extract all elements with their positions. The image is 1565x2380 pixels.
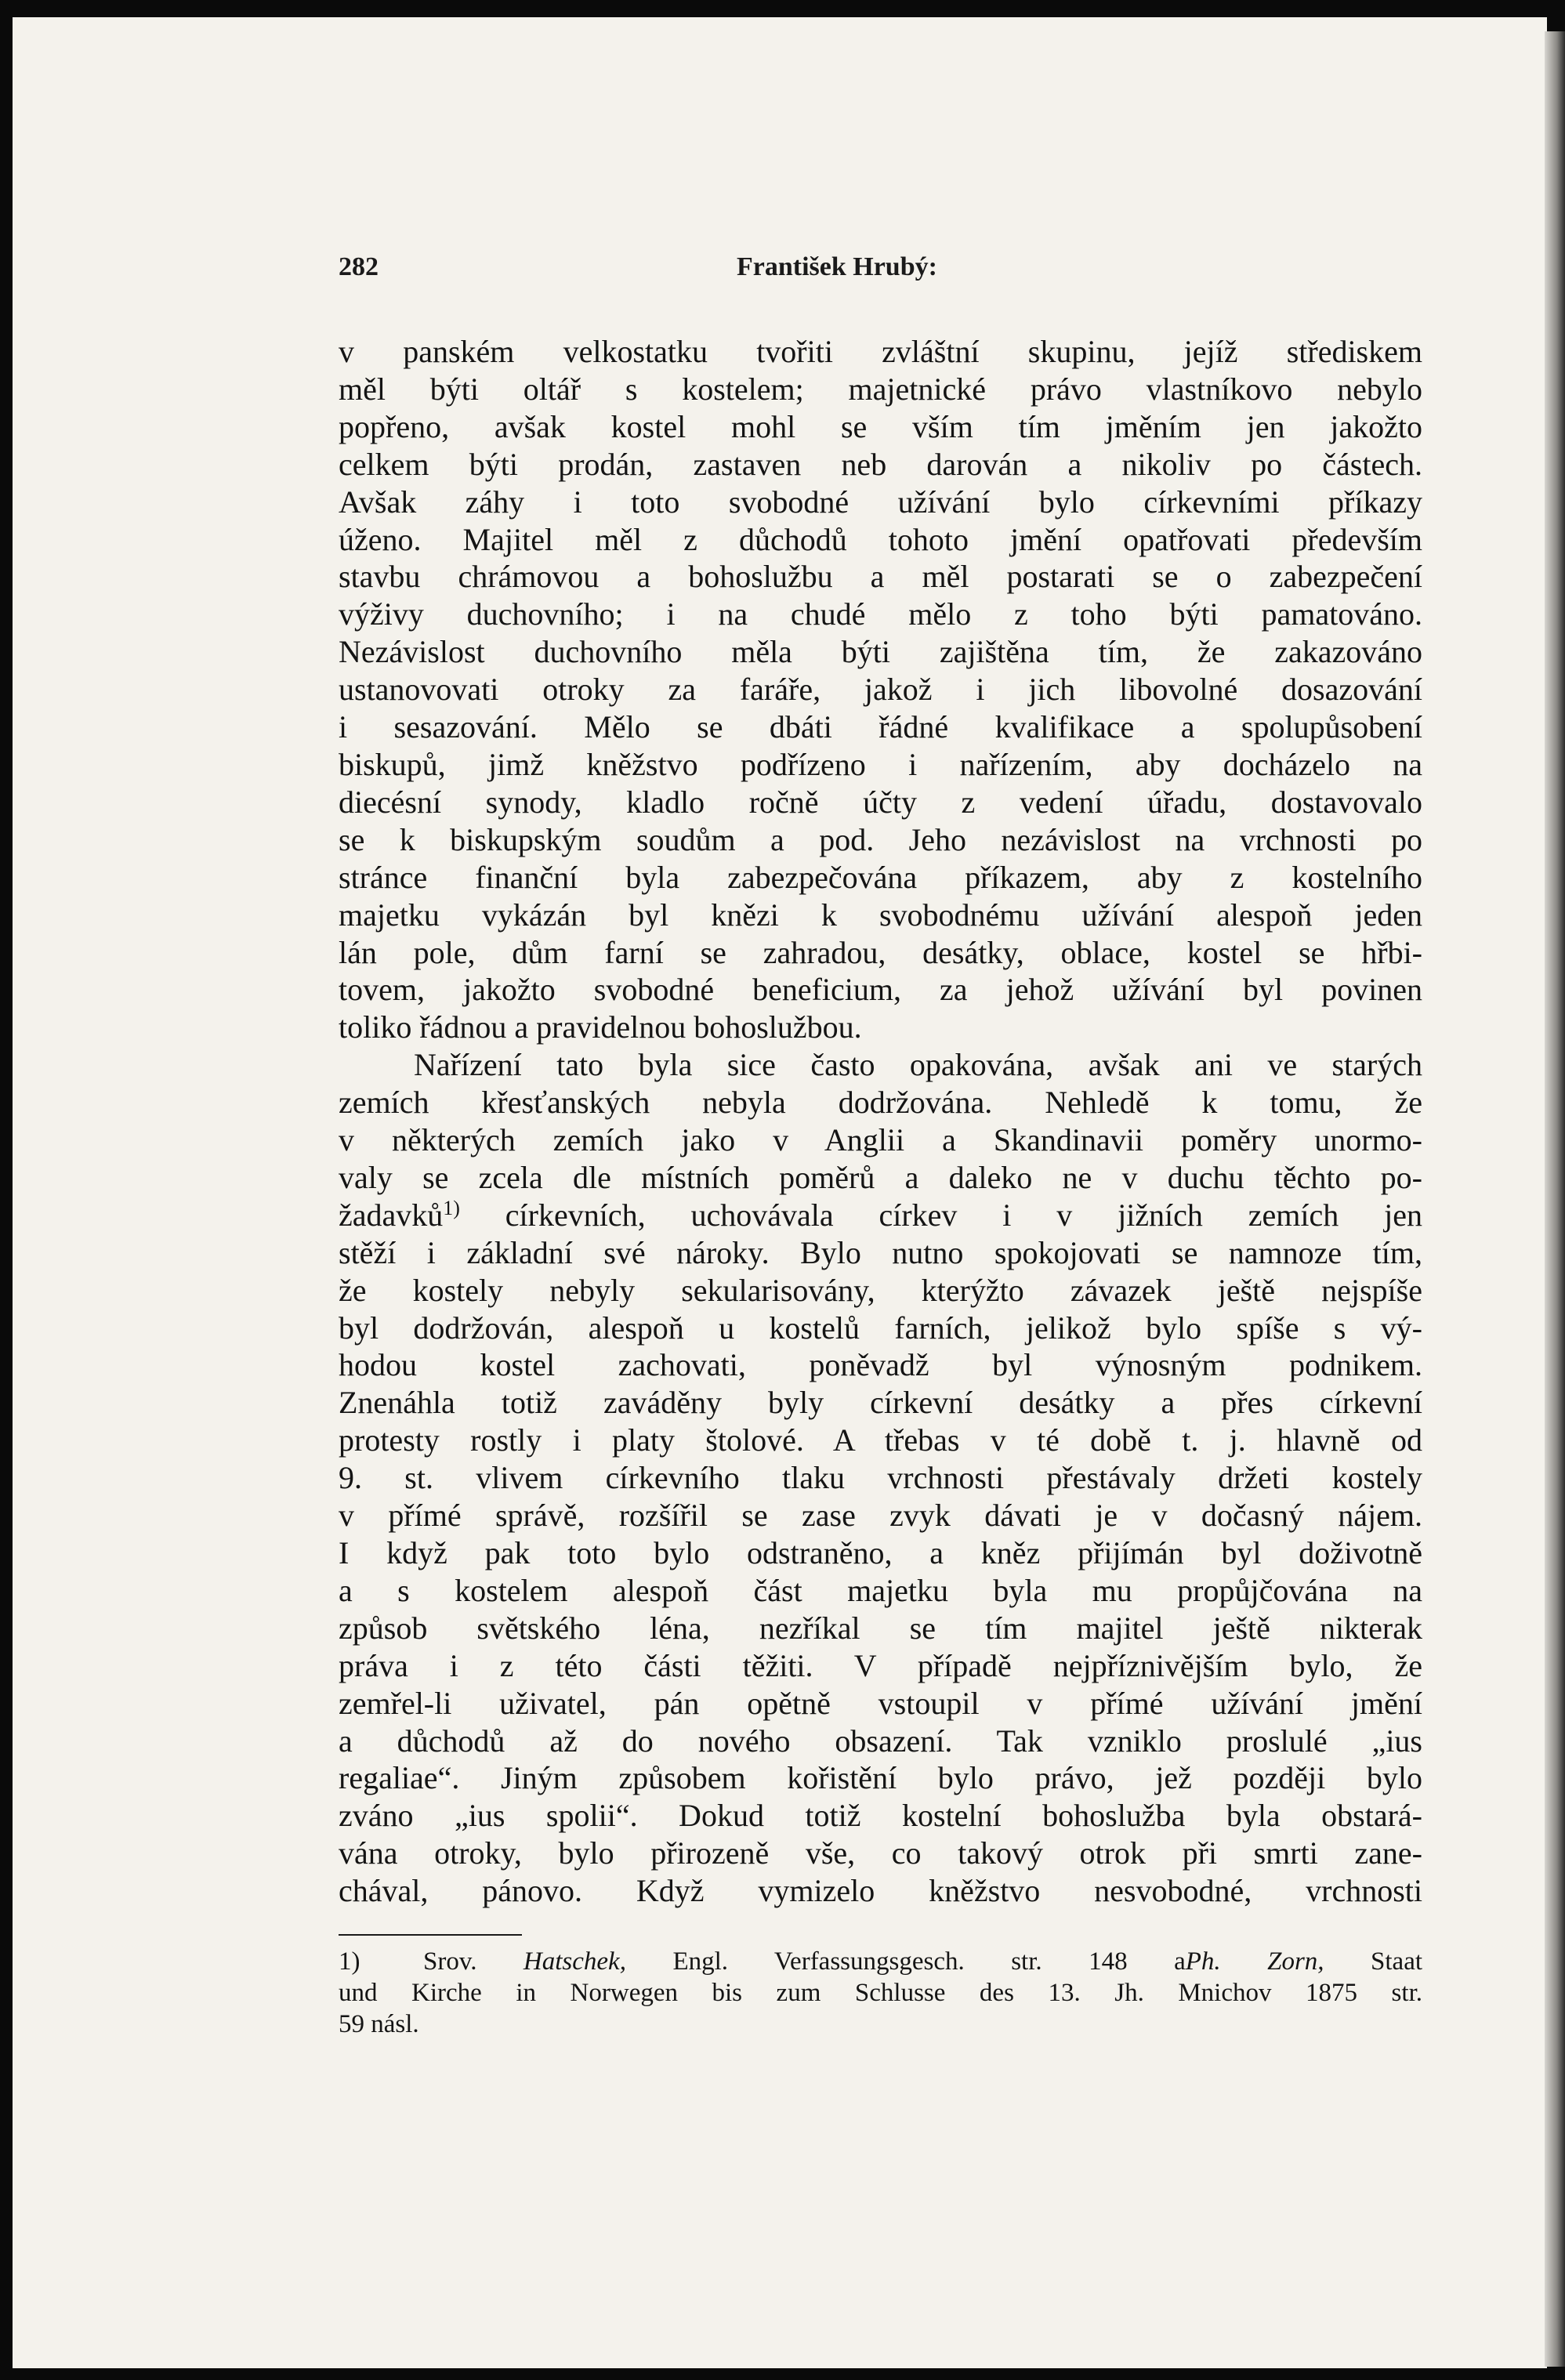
paragraph-2-line: chával, pánovo. Když vymizelo kněžstvo nesvobodné, vrchnosti [339,1873,1422,1909]
footnote-line [339,1946,1422,1977]
paragraph-2-line: způsob světského léna, nezříkal se tím majitel ještě nikterak [339,1610,1422,1646]
paragraph-2-line [339,1046,1422,1084]
paragraph-1-line: celkem býti prodán, zastaven neb darován a nikoliv po částech. [339,446,1422,482]
paragraph-1-line: diecésní synody, kladlo ročně účty z vedení úřadu, dostavovalo [339,784,1422,820]
line-rest: církevních, uchovávala církev i v jižních zemích jen [505,1197,1422,1233]
paragraph-2-line: stěží i základní své nároky. Bylo nutno spokojovati se namnoze tím, [339,1234,1422,1270]
paragraph-2-line: protesty rostly i platy štolové. A třebas v té době t. j. hlavně od [339,1422,1422,1458]
paragraph-1-line: i sesazování. Mělo se dbáti řádné kvalifikace a spolupůsobení [339,709,1422,745]
paragraph-2-line: zváno „ius spolii“. Dokud totiž kostelní bohoslužba byla obstará- [339,1798,1422,1834]
footnote [339,1946,1422,2040]
paragraph-2-first-line: Nařízení tato byla sice často opakována, avšak ani ve starých [414,1047,1422,1083]
paragraph-2-line: byl dodržován, alespoň u kostelů farních, jelikož bylo spíše s vý- [339,1310,1422,1346]
page-number: 282 [339,252,379,281]
footnote-reference[interactable]: 1) [443,1196,460,1219]
paragraph-1-line: Avšak záhy i toto svobodné užívání bylo církevními příkazy [339,484,1422,520]
footnote-divider [339,1934,522,1936]
body-text [339,333,1422,1910]
paragraph-2-line: a důchodů až do nového obsazení. Tak vzniklo proslulé „ius [339,1723,1422,1759]
paragraph-2-line: regaliae“. Jiným způsobem kořistění bylo právo, jež později bylo [339,1760,1422,1796]
paragraph-2-line: v některých zemích jako v Anglii a Skandinavii poměry unormo- [339,1122,1422,1158]
paragraph-2-line: zemřel-li uživatel, pán opětně vstoupil v přímé užívání jmění [339,1685,1422,1721]
footnote-line: 59 násl. [339,2010,419,2038]
paragraph-1-line: majetku vykázán byl knězi k svobodnému užívání alespoň jeden [339,897,1422,933]
paragraph-1-line: tovem, jakožto svobodné beneficium, za jehož užívání byl povinen [339,972,1422,1008]
paragraph-2-line: valy se zcela dle místních poměrů a daleko ne v duchu těchto po- [339,1159,1422,1195]
footnote-text: Engl. Verfassungsgesch. str. 148 a [672,1947,1186,1976]
line-start: žadavků [339,1197,444,1233]
paragraph-1-line: lán pole, dům farní se zahradou, desátky, oblace, kostel se hřbi- [339,934,1422,970]
paragraph-2-line [339,1197,1422,1234]
paragraph-2-line: že kostely nebyly sekularisovány, kterýžto závazek ještě nejspíše [339,1272,1422,1308]
page-edge-shadow [1545,31,1565,2367]
footnote-author: Hatschek, [523,1947,626,1976]
paragraph-1-line: stránce finanční byla zabezpečována příkazem, aby z kostelního [339,859,1422,895]
running-head [339,252,1436,292]
paragraph-2-line: práva i z této části těžiti. V případě nejpříznivějším bylo, že [339,1647,1422,1683]
paragraph-2-line: I když pak toto bylo odstraněno, a kněz přijímán byl doživotně [339,1535,1422,1570]
footnote-text: Srov. [423,1947,477,1976]
paragraph-2-line: vána otroky, bylo přirozeně vše, co takový otrok při smrti zane- [339,1835,1422,1871]
paragraph-1-line: stavbu chrámovou a bohoslužbu a měl postarati se o zabezpečení [339,559,1422,595]
paragraph-1-line: Nezávislost duchovního měla býti zajištěna tím, že zakazováno [339,634,1422,670]
paragraph-1-line: měl býti oltář s kostelem; majetnické právo vlastníkovo nebylo [339,371,1422,407]
paragraph-1-line: toliko řádnou a pravidelnou bohoslužbou. [339,1009,862,1045]
footnote-author: Ph. Zorn, [1185,1947,1324,1976]
paragraph-2-line: v přímé správě, rozšířil se zase zvyk dávati je v dočasný nájem. [339,1498,1422,1534]
paragraph-2-line: a s kostelem alespoň část majetku byla mu propůjčována na [339,1572,1422,1608]
running-title: František Hrubý: [737,252,937,281]
footnote-text: Staat [1371,1947,1423,1976]
paragraph-2-line: hodou kostel zachovati, poněvadž byl výnosným podnikem. [339,1347,1422,1383]
paragraph-1-line: biskupů, jimž kněžstvo podřízeno i nařízením, aby docházelo na [339,746,1422,782]
footnote-marker: 1) [339,1947,360,1976]
footnote-line: und Kirche in Norwegen bis zum Schlusse des 13. Jh. Mnichov 1875 str. [339,1979,1422,2007]
paragraph-1-line: popřeno, avšak kostel mohl se vším tím jměním jen jakožto [339,408,1422,444]
paragraph-1-line: se k biskupským soudům a pod. Jeho nezávislost na vrchnosti po [339,821,1422,857]
paragraph-2-line: Znenáhla totiž zaváděny byly církevní desátky a přes církevní [339,1385,1422,1421]
paragraph-2-line: 9. st. vlivem církevního tlaku vrchnosti přestávaly držeti kostely [339,1460,1422,1496]
paragraph-1-line: úženo. Majitel měl z důchodů tohoto jmění opatřovati především [339,521,1422,557]
paragraph-1-line: výživy duchovního; i na chudé mělo z toho býti pamatováno. [339,596,1422,632]
paragraph-1-line: ustanovovati otroky za faráře, jakož i jich libovolné dosazování [339,672,1422,708]
paragraph-1-line: v panském velkostatku tvořiti zvláštní skupinu, jejíž střediskem [339,334,1422,369]
paragraph-2-line: zemích křesťanských nebyla dodržována. Nehledě k tomu, že [339,1085,1422,1121]
